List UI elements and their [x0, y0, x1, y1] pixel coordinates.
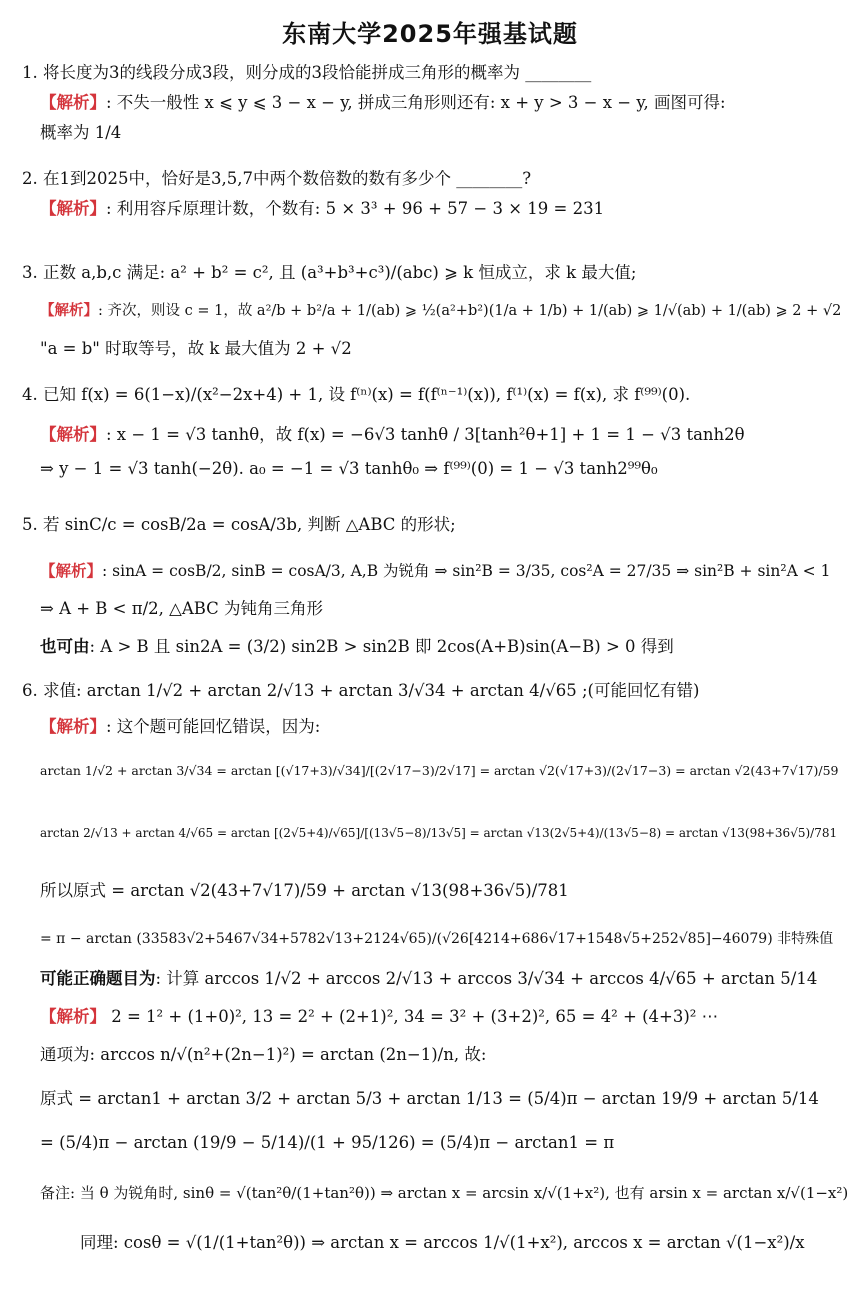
line-text: : 齐次，则设 c = 1，故 a²/b + b²/a + 1/(ab) ⩾ ½(a²+b²)(1/a + 1/b) + 1/(ab) ⩾ 1/√(ab) + 1/(ab) ⩾ 2 + √2 [98, 303, 842, 319]
line-text: 概率为 1/4 [40, 123, 122, 142]
text-line [40, 1132, 614, 1154]
analysis-tag: 【解析】 [40, 93, 106, 112]
text-line [40, 928, 833, 950]
line-text: = π − arctan (33583√2+5467√34+5782√13+2124√65)/(√26[4214+686√17+1548√5+252√85]−46079) 非特殊值 [40, 931, 834, 947]
line-text: : sinA = cosB/2, sinB = cosA/3, A,B 为锐角 ⇒ sin²B = 3/35, cos²A = 27/35 ⇒ sin²B + sin²A < 1 [102, 562, 831, 580]
text-line [40, 424, 745, 446]
line-text: 通项为: arccos n/√(n²+(2n−1)²) = arctan (2n−1)/n, 故: [40, 1045, 487, 1064]
analysis-tag: 【解析】 [40, 303, 98, 319]
line-text: 原式 = arctan1 + arctan 3/2 + arctan 5/3 + arctan 1/13 = (5/4)π − arctan 19/9 + arctan 5/14 [40, 1089, 819, 1108]
text-line [40, 300, 841, 322]
line-text: : 这个题可能回忆错误，因为: [106, 717, 321, 736]
bold-label: 也可由 [40, 637, 90, 656]
analysis-tag: 【解析】 [40, 199, 106, 218]
line-text: 5. 若 sinC/c = cosB/2a = cosA/3b, 判断 △ABC 的形状; [22, 515, 456, 534]
line-text: = (5/4)π − arctan (19/9 − 5/14)/(1 + 95/126) = (5/4)π − arctan1 = π [40, 1133, 615, 1152]
page-title: 东南大学2025年强基试题 [282, 20, 578, 48]
text-line [40, 636, 674, 658]
text-line [40, 880, 569, 902]
text-line [40, 1182, 848, 1204]
text-line [40, 968, 817, 990]
line-text: 所以原式 = arctan √2(43+7√17)/59 + arctan √13(98+36√5)/781 [40, 881, 569, 900]
text-line [40, 338, 352, 360]
line-text: 1. 将长度为3的线段分成3段，则分成的3段恰能拼成三角形的概率为 ________ [22, 63, 592, 82]
line-text: arctan 1/√2 + arctan 3/√34 = arctan [(√17+3)/√34]/[(2√17−3)/2√17] = arctan √2(√17+3)/(2√17−3) = arctan √2(43+7√17)/59 [40, 763, 839, 778]
text-line [40, 92, 726, 114]
line-text: arctan 2/√13 + arctan 4/√65 = arctan [(2√5+4)/√65]/[(13√5−8)/13√5] = arctan √13(2√5+4)/(13√5−8) = arctan √13(98+36√5)/781 [40, 826, 838, 840]
line-text: : x − 1 = √3 tanhθ，故 f(x) = −6√3 tanhθ / 3[tanh²θ+1] + 1 = 1 − √3 tanh2θ [106, 425, 745, 444]
line-text: 2. 在1到2025中，恰好是3,5,7中两个数倍数的数有多少个 ________? [22, 169, 532, 188]
line-text: 备注: 当 θ 为锐角时, sinθ = √(tan²θ/(1+tan²θ)) ⇒ arctan x = arcsin x/√(1+x²), 也有 arsin x = arctan x/√(1−x²) [40, 1184, 849, 1202]
analysis-tag: 【解析】 [40, 562, 103, 580]
text-line [22, 262, 636, 284]
text-line [22, 168, 531, 190]
line-text: 3. 正数 a,b,c 满足: a² + b² = c², 且 (a³+b³+c³)/(abc) ⩾ k 恒成立，求 k 最大值; [22, 263, 637, 282]
analysis-tag: 【解析】 [40, 1007, 106, 1026]
analysis-tag: 【解析】 [40, 425, 106, 444]
text-line [22, 62, 591, 84]
line-text: ⇒ y − 1 = √3 tanh(−2θ). a₀ = −1 = √3 tanhθ₀ ⇒ f⁽⁹⁹⁾(0) = 1 − √3 tanh2⁹⁹θ₀ [40, 459, 658, 478]
text-line [40, 822, 837, 844]
text-line [22, 384, 690, 406]
line-text: 6. 求值: arctan 1/√2 + arctan 2/√13 + arctan 3/√34 + arctan 4/√65 ;(可能回忆有错) [22, 681, 700, 700]
text-line [40, 122, 121, 144]
text-line [40, 598, 323, 620]
line-text: : 不失一般性 x ⩽ y ⩽ 3 − x − y, 拼成三角形则还有: x + y > 3 − x − y, 画图可得: [106, 93, 726, 112]
line-text: : A > B 且 sin2A = (3/2) sin2B > sin2B 即 2cos(A+B)sin(A−B) > 0 得到 [89, 637, 674, 656]
line-text: : 计算 arccos 1/√2 + arccos 2/√13 + arccos 3/√34 + arccos 4/√65 + arctan 5/14 [155, 969, 818, 988]
line-text: 4. 已知 f(x) = 6(1−x)/(x²−2x+4) + 1, 设 f⁽ⁿ⁾(x) = f(f⁽ⁿ⁻¹⁾(x)), f⁽¹⁾(x) = f(x), 求 f⁽⁹⁹⁾(0). [22, 385, 691, 404]
text-line [80, 1232, 805, 1254]
text-line [40, 760, 839, 782]
line-text: ⇒ A + B < π/2, △ABC 为钝角三角形 [40, 599, 324, 618]
text-line [40, 458, 658, 480]
text-line [40, 1044, 486, 1066]
text-line [40, 560, 830, 582]
line-text: 2 = 1² + (1+0)², 13 = 2² + (2+1)², 34 = 3² + (3+2)², 65 = 4² + (4+3)² ⋯ [106, 1007, 719, 1026]
line-text: : 利用容斥原理计数，个数有: 5 × 3³ + 96 + 57 − 3 × 19 = 231 [106, 199, 605, 218]
text-line [40, 198, 604, 220]
line-text: "a = b" 时取等号，故 k 最大值为 2 + √2 [40, 339, 352, 358]
text-line [22, 514, 456, 536]
text-line [40, 716, 320, 738]
analysis-tag: 【解析】 [40, 717, 106, 736]
bold-label: 可能正确题目为 [40, 969, 156, 988]
text-line [40, 1006, 718, 1028]
line-text: 同理: cosθ = √(1/(1+tan²θ)) ⇒ arctan x = arccos 1/√(1+x²), arccos x = arctan √(1−x²)/x [80, 1233, 805, 1252]
text-line [22, 680, 699, 702]
text-line [40, 1088, 819, 1110]
